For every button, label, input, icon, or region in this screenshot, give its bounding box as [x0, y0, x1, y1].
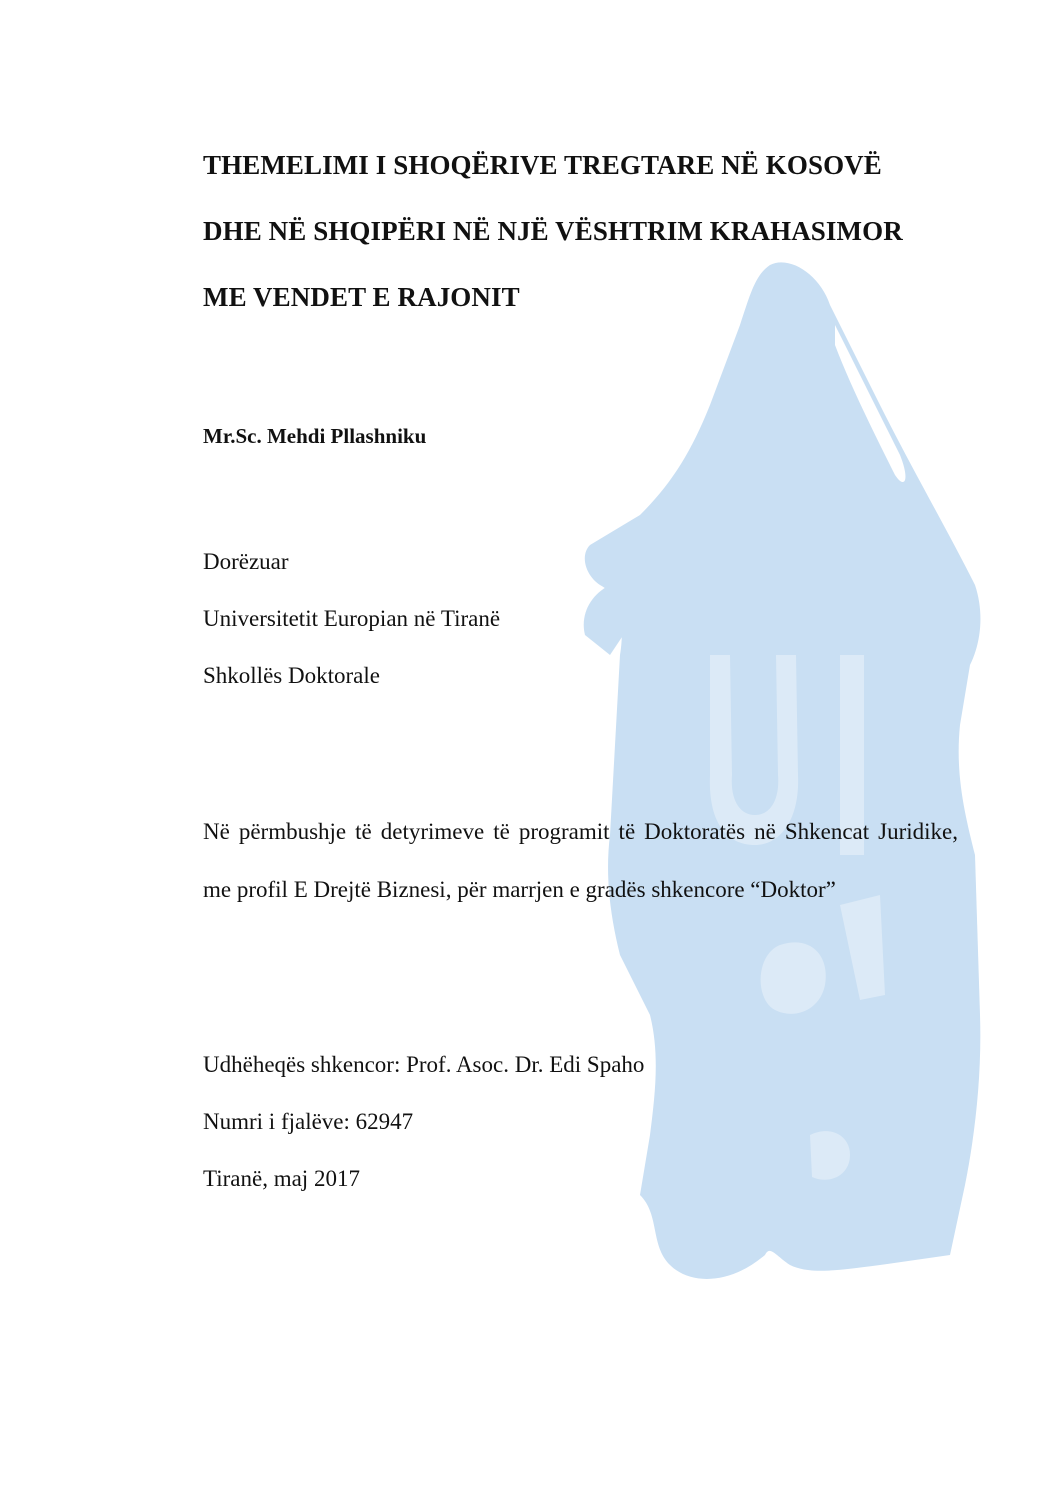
author-name: Mr.Sc. Mehdi Pllashniku — [203, 424, 427, 448]
doctoral-school: Shkollës Doktorale — [203, 663, 380, 688]
title-line-1: THEMELIMI I SHOQËRIVE TREGTARE NË KOSOVË — [203, 150, 882, 180]
place-date-line: Tiranë, maj 2017 — [203, 1166, 360, 1191]
fulfillment-paragraph: Në përmbushje të detyrimeve të programit të Doktoratës në Shkencat Juridike, me profil E Drejtë Biznesi, për marrjen e gradës shkencore “Doktor” — [203, 819, 958, 902]
word-count-line: Numri i fjalëve: 62947 — [203, 1109, 414, 1134]
submitted-label: Dorëzuar — [203, 549, 289, 574]
title-line-3: ME VENDET E RAJONIT — [203, 282, 520, 312]
university-name: Universitetit Europian në Tiranë — [203, 606, 501, 631]
supervisor-line: Udhëheqës shkencor: Prof. Asoc. Dr. Edi Spaho — [203, 1052, 645, 1077]
title-line-2: DHE NË SHQIPËRI NË NJË VËSHTRIM KRAHASIMOR — [203, 216, 903, 246]
